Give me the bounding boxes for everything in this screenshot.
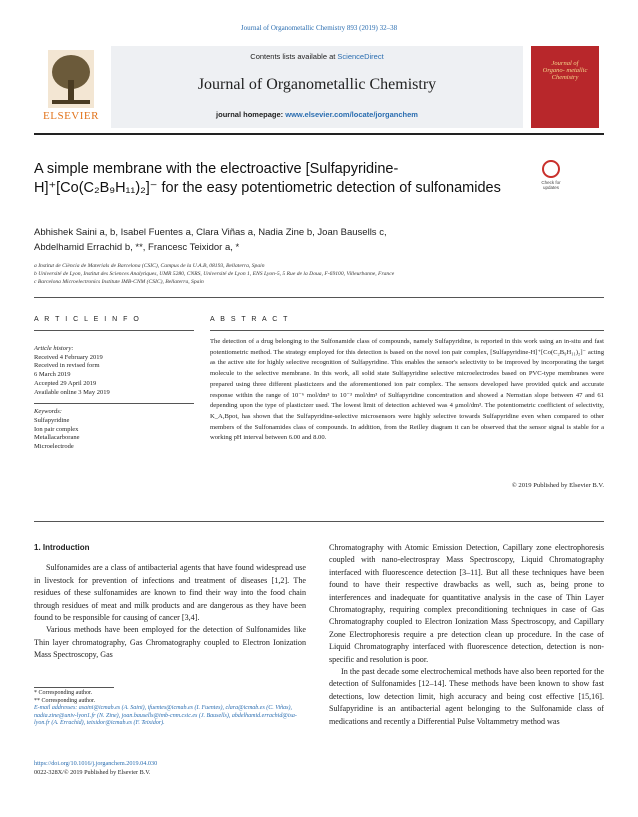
intro-paragraph: Chromatography with Atomic Emission Detection, Capillary zone electrophoresis coupled with nano-electrospray Mass Spectroscopy, Liquid Chromatography interfaced with fluorescence detection [3–11]. But all these techniques have been found to have their respective drawbacks as well, such as, being prone to interferences and inadequate for quantitative analysis in the case of Thin Layer Chromatography, requiring complex preconditioning techniques in case of Gas Chromatography coupled to Electron Ionization Mass Spectroscopy, and Capillary Zone Electrophoresis require a pre detection clean up procedure. In the case of Liquid Chromatography interfaced with fluorescence detection, detection is non-specific and resolution is poor. — [329, 543, 604, 664]
journal-title: Journal of Organometallic Chemistry — [197, 76, 437, 93]
abstract-rule — [210, 330, 604, 331]
check-updates-label: Check for updates — [541, 180, 561, 190]
keyword: Sulfapyridine — [34, 416, 70, 424]
keywords-rule — [34, 403, 194, 404]
cover-title: Journal of Organo- metallic Chemistry — [542, 60, 588, 81]
email-addresses[interactable]: E-mail addresses: asaini@icmab.es (A. Saini), ifuentes@icmab.es (I. Fuentes), clara@icmab.es (C. Viñas), nadia.zine@univ-lyon1.fr (N. Zine), joan.bausells@imb-cnm.csic.es (J. Bausells), abdelhamid.errachid@isa-lyon.fr (A. Errachid), teixidor@icmab.es (F. Teixidor). — [34, 705, 297, 727]
journal-reference[interactable]: Journal of Organometallic Chemistry 893 (2019) 32–38 — [240, 24, 398, 32]
publisher-name: ELSEVIER — [43, 110, 99, 122]
article-title: A simple membrane with the electroactive [Sulfapyridine-H]⁺[Co(C₂B₉H₁₁)₂]⁻ for the easy potentiometric detection of sulfonamides — [34, 161, 501, 196]
history-item: Available online 3 May 2019 — [34, 388, 110, 396]
keyword: Ion pair complex — [34, 425, 79, 433]
corresponding-author-2: ** Corresponding author. — [34, 697, 96, 704]
abstract-text: The detection of a drug belonging to the Sulfonamide class of compounds, namely Sulfapyridine, is reported in this work using an in-situ and fast potentiometric method. The strategy employed for this detection is based on the novel ion pair complex, [Sulfapyridine-H]⁺[Co(C₂B₉H₁₁)₂]⁻ acting as the active site for highly selective recognition of Sulfapyridine. This enables the sensor's selectivity to be improved by incorporating the target molecule to the selective membrane. In this work, all solid state Sulfapyridine selective microelectrodes based on PVC-type membranes were prepared using three different plasticizers and the aforementioned ion pair complex. The sensors developed have provided quick and accurate response within the range of 10⁻⁶ mol/dm³ to 10⁻³ mol/dm³ of Sulfapyridine concentration and showed a Nernstian slope between 47 and 61 depending upon the type of plasticizer used. The lowest limit of detection achieved was 4 μmol/dm³. The potentiometric coefficient of selectivity, K_A,Bpot, has shown that the Sulfapyridine-selective microsensors were highly selective towards Sulfapyridine even when compared to other members of the Sulfonamides class of compounds. In addition, from the Reilley diagram it can be observed that the sensor signal is stable for a working pH interval between 6.00 and 8.00. — [210, 338, 604, 442]
contents-line: Contents lists available at ScienceDirect — [250, 52, 384, 61]
author-list — [34, 225, 494, 255]
doi-block — [34, 760, 306, 777]
article-info-header: A R T I C L E I N F O — [34, 316, 141, 323]
corresponding-author-1: * Corresponding author. — [34, 690, 93, 696]
elsevier-logo — [34, 46, 108, 128]
footnotes — [34, 690, 306, 728]
keyword: Microelectrode — [34, 443, 74, 451]
check-updates-icon — [542, 160, 560, 178]
authors-line-1[interactable]: Abhishek Saini a, b, Isabel Fuentes a, Clara Viñas a, Nadia Zine b, Joan Bausells c, — [34, 227, 387, 238]
check-updates-badge[interactable] — [537, 160, 565, 196]
authors-line-2[interactable]: Abdelhamid Errachid b, **, Francesc Teixidor a, * — [34, 242, 240, 253]
intro-paragraph: Sulfonamides are a class of antibacterial agents that have found widespread use in livestock for prevention of infections and treatment of diseases [1,2]. The residues of these sulfonamides are known to find their way into the food chain through residues of meat and milk products and are dangerous as they have been found to be responsible for causing of cancer [3,4]. — [34, 563, 306, 623]
keywords-label: Keywords: — [34, 408, 62, 416]
keyword: Metallacarborane — [34, 434, 80, 442]
issn-line: 0022-328X/© 2019 Published by Elsevier B.V. — [34, 768, 151, 776]
abstract-header: A B S T R A C T — [210, 316, 290, 323]
article-info-rule — [34, 330, 194, 331]
article-info — [34, 345, 184, 452]
abstract-divider — [34, 521, 604, 522]
body-column-right — [329, 542, 604, 728]
journal-cover — [531, 46, 599, 128]
history-label: Article history: — [34, 345, 74, 352]
intro-paragraph: In the past decade some electrochemical methods have also been reported for the detection of Sulfonamides [12–14]. These methods have been known to show fast detections, low detection limit, high accuracy and being cost effective [15,16]. Sulfapyridine is an antibacterial agent belonging to the Sulfonamide class of medications and recently a Differential Pulse Voltammetry method was — [329, 667, 604, 726]
history-item: Accepted 29 April 2019 — [34, 379, 97, 387]
homepage-line: journal homepage: www.elsevier.com/locate/jorganchem — [216, 110, 418, 119]
elsevier-tree-icon — [48, 50, 94, 108]
intro-paragraph: Various methods have been employed for the detection of Sulfonamides like Thin layer chromatography, Gas Chromatography coupled to Electron Ionization Mass Spectroscopy, Gas — [34, 625, 306, 660]
sciencedirect-link[interactable]: ScienceDirect — [337, 52, 384, 61]
affiliation-b: b Université de Lyon, Institut des Sciences Analytiques, UMR 5280, CNRS, Université de Lyon 1, ENS Lyon-5, 5 Rue de la Doua, F-69100, Villeurbanne, France — [34, 271, 395, 277]
abstract-copyright: © 2019 Published by Elsevier B.V. — [511, 482, 604, 489]
affiliation-divider — [34, 297, 604, 298]
body-column-left — [34, 542, 306, 662]
affiliation-a: a Institut de Ciència de Materials de Barcelona (CSIC), Campus de la U.A.B, 08193, Bellaterra, Spain — [34, 263, 265, 269]
history-item: Received 4 February 2019 — [34, 353, 103, 361]
footnote-divider — [34, 687, 114, 688]
history-item: 6 March 2019 — [34, 371, 71, 379]
masthead-divider — [34, 133, 604, 135]
affiliation-c: c Barcelona Microelectronics Institute IMB-CNM (CSIC), Bellaterra, Spain — [34, 279, 204, 285]
doi-link[interactable]: https://doi.org/10.1016/j.jorganchem.2019.04.030 — [34, 760, 158, 767]
intro-heading: 1. Introduction — [34, 543, 90, 552]
homepage-link[interactable]: www.elsevier.com/locate/jorganchem — [285, 110, 418, 119]
history-item: Received in revised form — [34, 362, 100, 370]
masthead-banner — [111, 46, 523, 128]
